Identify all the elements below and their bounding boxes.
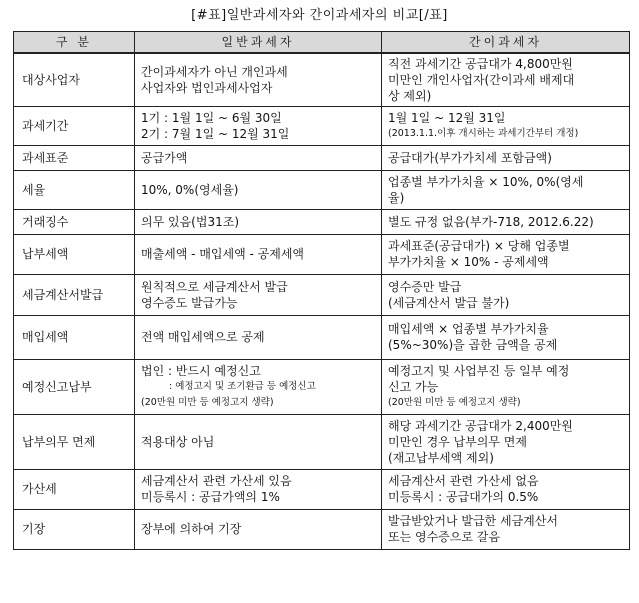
general-cell bbox=[135, 469, 382, 509]
cell-line: 부가가치율 × 10% - 공제세액 bbox=[388, 255, 549, 269]
cell-line: (20만원 미만 등 예정고지 생략) bbox=[141, 396, 274, 408]
general-cell bbox=[135, 234, 382, 274]
table-row bbox=[14, 234, 630, 274]
cell-line: 매입세액 × 업종별 부가가치율 bbox=[388, 322, 549, 336]
cell-line: 공급가액 bbox=[141, 150, 188, 165]
header-category: 구 분 bbox=[14, 32, 135, 54]
cell-line: 상 제외) bbox=[388, 88, 432, 103]
row-label: 과세기간 bbox=[14, 106, 135, 145]
cell-line: 또는 영수증으로 갈음 bbox=[388, 530, 500, 544]
row-label: 세율 bbox=[14, 170, 135, 209]
row-label: 가산세 bbox=[14, 469, 135, 509]
cell-line: 세금계산서 관련 가산세 있음 bbox=[141, 474, 292, 488]
simplified-cell bbox=[382, 359, 630, 414]
general-cell bbox=[135, 106, 382, 145]
cell-line: 예정고지 및 사업부진 등 일부 예정 bbox=[388, 363, 570, 378]
cell-line: (세금계산서 발급 불가) bbox=[388, 295, 510, 310]
general-cell bbox=[135, 53, 382, 106]
cell-line: 직전 과세기간 공급대가 4,800만원 bbox=[388, 56, 573, 71]
cell-line: 미만인 개인사업자(간이과세 배제대 bbox=[388, 72, 575, 87]
simplified-cell bbox=[382, 315, 630, 359]
simplified-cell bbox=[382, 414, 630, 469]
cell-line: 의무 있음(법31조) bbox=[141, 214, 239, 229]
general-cell bbox=[135, 315, 382, 359]
table-row bbox=[14, 274, 630, 315]
cell-line: (2013.1.1.이후 개시하는 과세기간부터 개정) bbox=[388, 127, 579, 139]
cell-line: 2기 : 7월 1일 ~ 12월 31일 bbox=[141, 126, 290, 141]
cell-line: 사업자와 법인과세사업자 bbox=[141, 80, 273, 95]
header-general-taxpayer: 일반과세자 bbox=[135, 32, 382, 54]
row-label: 세금계산서발급 bbox=[14, 274, 135, 315]
cell-line: 미만인 경우 납부의무 면제 bbox=[388, 434, 527, 449]
cell-line: 공급대가(부가가치세 포함금액) bbox=[388, 150, 552, 165]
cell-line: : 예정고지 및 조기환급 등 예정신고 bbox=[169, 380, 316, 392]
simplified-cell bbox=[382, 469, 630, 509]
cell-line: 법인 : 반드시 예정신고 bbox=[141, 363, 261, 378]
cell-line: 미등록시 : 공급가액의 1% bbox=[141, 490, 280, 504]
cell-line: 영수증만 발급 bbox=[388, 279, 462, 294]
general-cell bbox=[135, 145, 382, 170]
table-row bbox=[14, 106, 630, 145]
cell-line: (5%~30%)을 곱한 금액을 공제 bbox=[388, 338, 558, 352]
cell-line: 영수증도 발급가능 bbox=[141, 295, 238, 310]
simplified-cell bbox=[382, 53, 630, 106]
table-row bbox=[14, 53, 630, 106]
cell-line: 원칙적으로 세금계산서 발급 bbox=[141, 279, 288, 294]
cell-line: 율) bbox=[388, 190, 405, 205]
general-cell bbox=[135, 359, 382, 414]
simplified-cell bbox=[382, 509, 630, 549]
cell-line: 해당 과세기간 공급대가 2,400만원 bbox=[388, 418, 573, 433]
cell-line: 별도 규정 없음(부가-718, 2012.6.22) bbox=[388, 214, 594, 229]
header-row bbox=[14, 32, 630, 54]
simplified-cell bbox=[382, 170, 630, 209]
comparison-table bbox=[13, 31, 630, 550]
row-label: 대상사업자 bbox=[14, 53, 135, 106]
row-label: 거래징수 bbox=[14, 209, 135, 234]
row-label: 납부의무 면제 bbox=[14, 414, 135, 469]
table-row bbox=[14, 209, 630, 234]
table-row bbox=[14, 414, 630, 469]
table-row bbox=[14, 170, 630, 209]
cell-line: 세금계산서 관련 가산세 없음 bbox=[388, 474, 539, 488]
cell-line: 미등록시 : 공급대가의 0.5% bbox=[388, 490, 539, 504]
cell-line: 1기 : 1월 1일 ~ 6월 30일 bbox=[141, 110, 282, 125]
simplified-cell bbox=[382, 145, 630, 170]
table-row bbox=[14, 469, 630, 509]
row-label: 예정신고납부 bbox=[14, 359, 135, 414]
row-label: 매입세액 bbox=[14, 315, 135, 359]
cell-line: 발급받았거나 발급한 세금계산서 bbox=[388, 514, 558, 528]
table-row bbox=[14, 509, 630, 549]
cell-line: 간이과세자가 아닌 개인과세 bbox=[141, 64, 288, 79]
simplified-cell bbox=[382, 106, 630, 145]
table-row bbox=[14, 315, 630, 359]
general-cell bbox=[135, 170, 382, 209]
simplified-cell bbox=[382, 209, 630, 234]
cell-line: 10%, 0%(영세율) bbox=[141, 182, 239, 197]
cell-line: (재고납부세액 제외) bbox=[388, 450, 494, 465]
cell-line: 과세표준(공급대가) × 당해 업종별 bbox=[388, 239, 570, 253]
general-cell bbox=[135, 209, 382, 234]
cell-line: 적용대상 아님 bbox=[141, 434, 215, 449]
cell-line: 매출세액 - 매입세액 - 공제세액 bbox=[141, 247, 305, 261]
cell-line: 1월 1일 ~ 12월 31일 bbox=[388, 110, 506, 125]
cell-line: 업종별 부가가치율 × 10%, 0%(영세 bbox=[388, 174, 584, 189]
table-row bbox=[14, 359, 630, 414]
cell-line: 장부에 의하여 기장 bbox=[141, 522, 242, 536]
general-cell bbox=[135, 414, 382, 469]
table-caption: [#표]일반과세자와 간이과세자의 비교[/표] bbox=[191, 8, 448, 23]
simplified-cell bbox=[382, 234, 630, 274]
cell-line: 전액 매입세액으로 공제 bbox=[141, 330, 265, 344]
cell-line: 신고 가능 bbox=[388, 379, 439, 394]
row-label: 납부세액 bbox=[14, 234, 135, 274]
simplified-cell bbox=[382, 274, 630, 315]
general-cell bbox=[135, 274, 382, 315]
header-simplified-taxpayer: 간이과세자 bbox=[382, 32, 630, 54]
row-label: 기장 bbox=[14, 509, 135, 549]
table-row bbox=[14, 145, 630, 170]
row-label: 과세표준 bbox=[14, 145, 135, 170]
cell-line: (20만원 미만 등 예정고지 생략) bbox=[388, 396, 521, 408]
general-cell bbox=[135, 509, 382, 549]
